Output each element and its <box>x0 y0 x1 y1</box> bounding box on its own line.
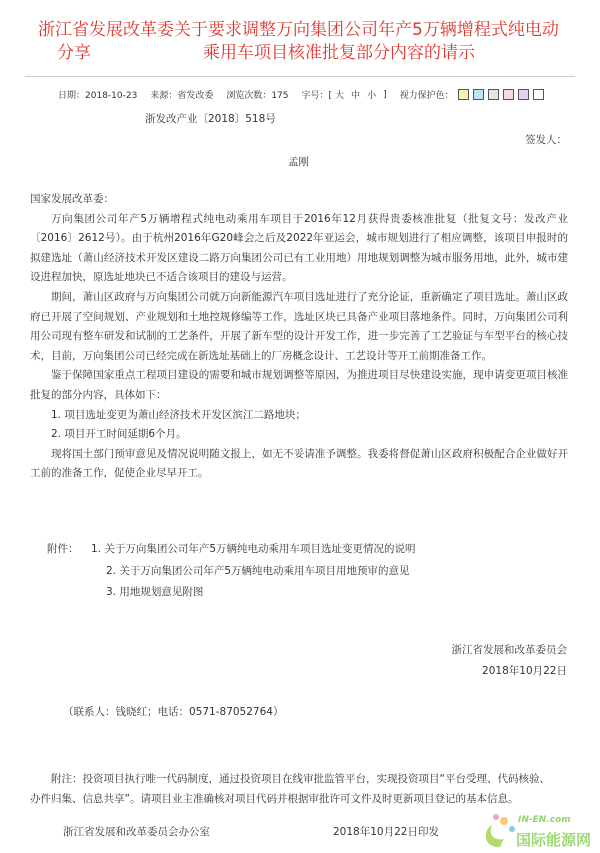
watermark-logo <box>478 809 596 851</box>
swatch-purple[interactable] <box>518 89 529 100</box>
document-number: 浙发改产业〔2018〕518号 <box>145 113 276 125</box>
swatch-gray[interactable] <box>488 89 499 100</box>
paragraph: 现将国土部门预审意见及情况说明随文报上，如无不妥请准予调整。我委将督促萧山区政府积极配合企业做好开工前的准备工作，促使企业尽早开工。 <box>30 447 568 480</box>
leaf-logo-icon <box>478 809 518 851</box>
signer-label: 签发人： <box>525 134 567 146</box>
signer-name: 孟刚 <box>288 156 309 168</box>
footer-date: 2018年10月22日印发 <box>333 826 439 838</box>
swatch-white[interactable] <box>533 89 544 100</box>
attachment-item: 1. 关于万向集团公司年产5万辆纯电动乘用车项目选址变更情况的说明 <box>91 543 416 555</box>
issuing-org: 浙江省发展和改革委员会 <box>451 644 567 656</box>
contact-info: （联系人：钱晓红；电话：0571-87052764） <box>63 706 284 718</box>
font-size-close: ] <box>383 89 387 100</box>
attachments-label: 附件： <box>47 543 79 555</box>
list-item: 2. 项目开工时间延期6个月。 <box>51 428 187 441</box>
note: 附注：投资项目执行唯一代码制度，通过投资项目在线审批监管平台，实现投资项目“平台受理、代码核验、办件归集、信息共享”。请项目业主准确核对项目代码并根据审批许可文件及时更新项目登记的基本信息。 <box>30 773 550 805</box>
paragraph: 鉴于保障国家重点工程项目建设的需要和城市规划调整等原因，为推进项目尽快建设实施，现申请变更项目核准批复的部分内容，具体如下： <box>30 369 568 401</box>
font-large-button[interactable]: 大 <box>335 91 345 101</box>
meta-bar <box>58 88 548 101</box>
footer-org: 浙江省发展和改革委员会办公室 <box>63 826 210 838</box>
font-medium-button[interactable]: 中 <box>351 91 361 101</box>
source: 来源：省发改委 <box>150 91 214 101</box>
attachment-item: 3. 用地规划意见附图 <box>106 586 204 598</box>
font-size-label: 字号：[ <box>301 91 333 101</box>
eye-color-label: 视力保护色： <box>399 91 454 101</box>
document-body <box>30 190 568 484</box>
paragraph: 期间，萧山区政府与万向集团公司就万向新能源汽车项目选址进行了充分论证，重新确定了项目选址。萧山区政府已开展了空间规划、产业规划和土地控规修编等工作，选址区块已具备产业项目落地条件。同时，万向集团公司利用公司现有整车研发和试制的工艺条件，开展了新车型的设计开发工作，进一步完善了工艺验证与车型平台的核心技术，目前，万向集团公司已经完成在新选址基础上的厂房概念设计、工艺设计等开工前期准备工作。 <box>30 290 568 362</box>
share-link[interactable]: 分享 <box>57 43 91 63</box>
salutation: 国家发展改革委： <box>30 193 114 205</box>
watermark-domain: IN-EN.com <box>518 815 571 825</box>
document-title-line1: 浙江省发展改革委关于要求调整万向集团公司年产5万辆增程式纯电动 <box>38 20 559 40</box>
attachment-item: 2. 关于万向集团公司年产5万辆纯电动乘用车项目用地预审的意见 <box>106 565 410 577</box>
publish-date: 日期：2018-10-23 <box>58 91 138 101</box>
swatch-blue[interactable] <box>473 89 484 100</box>
document-title-line2: 乘用车项目核准批复部分内容的请示 <box>203 43 475 63</box>
paragraph: 万向集团公司年产5万辆增程式纯电动乘用车项目于2016年12月获得贵委核准批复（批复文号：发改产业〔2016〕2612号）。由于杭州2016年G20峰会之后及2022年亚运会，城市规划进行了相应调整，该项目申报时的拟建选址（萧山经济技术开发区建设二路万向集团公司已有工业用地）用地规划调整为城市服务用地，此外，城市建设进程加快，原选址地块已不适合该项目的建设与运营。 <box>30 212 568 284</box>
list-item: 1. 项目选址变更为萧山经济技术开发区滨江二路地块； <box>51 408 306 421</box>
issue-date: 2018年10月22日 <box>482 665 567 677</box>
swatch-yellow[interactable] <box>458 89 469 100</box>
title-divider <box>25 76 575 77</box>
watermark-name: 国际能源网 <box>516 831 592 849</box>
view-count: 浏览次数：175 <box>226 91 289 101</box>
font-small-button[interactable]: 小 <box>367 91 377 101</box>
swatch-pink[interactable] <box>503 89 514 100</box>
